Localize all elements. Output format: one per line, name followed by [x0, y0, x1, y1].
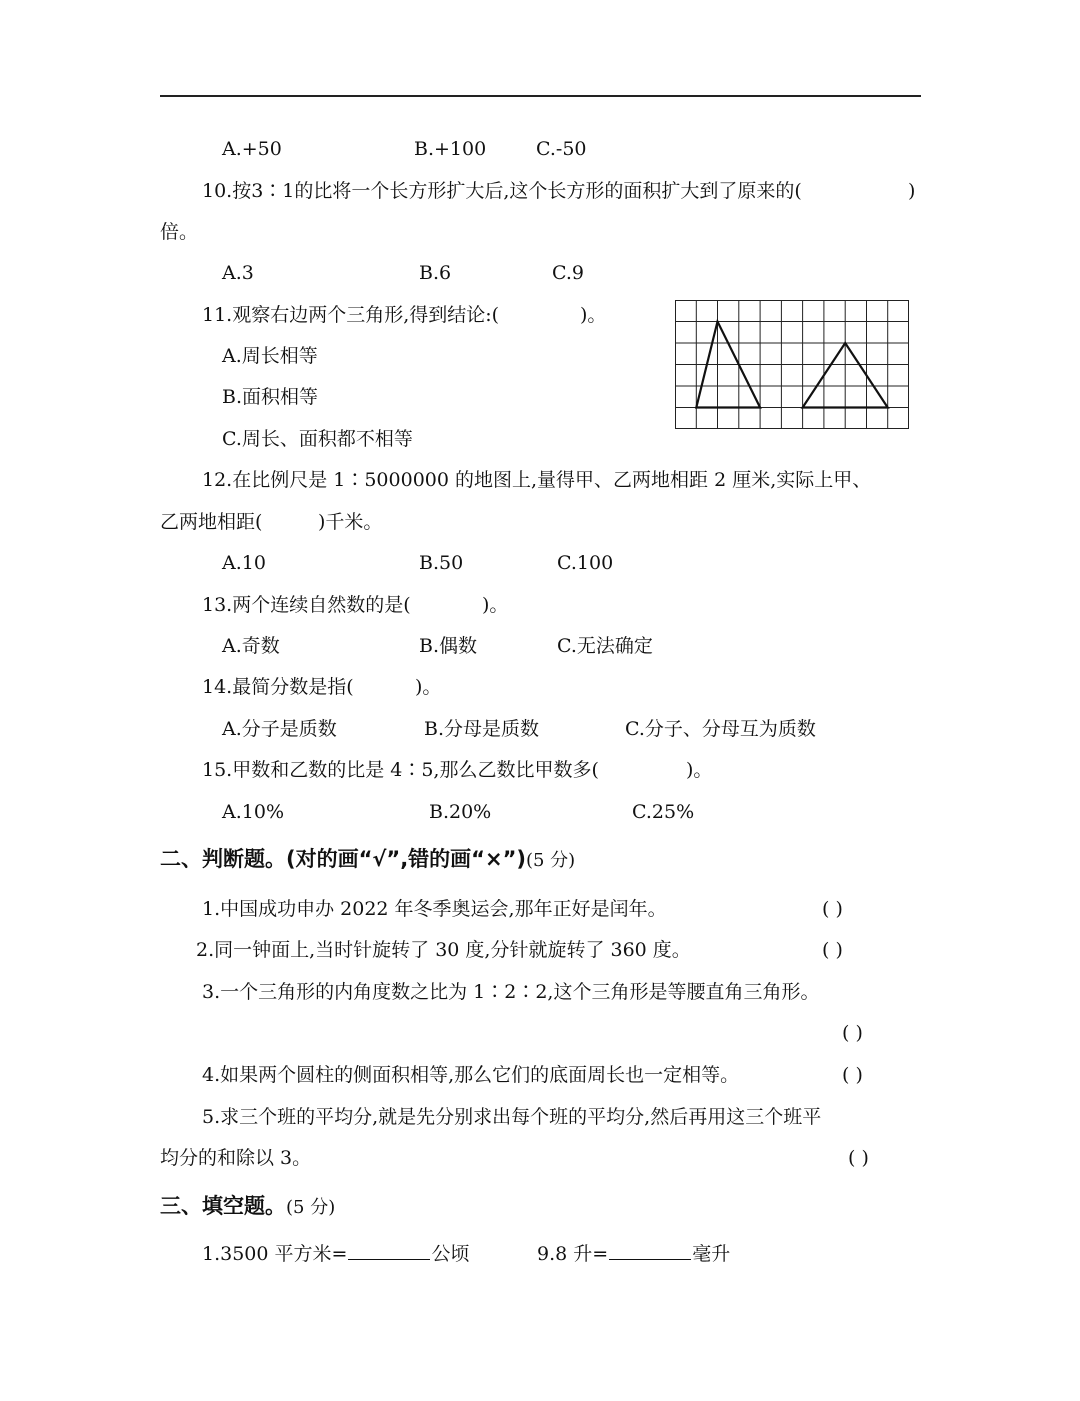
judge-item-3-answer: ( ) [842, 1022, 863, 1044]
fill-item-1-a: 1.3500 平方米= [202, 1243, 348, 1265]
fill-item-1b [537, 1241, 730, 1267]
q13-option-b: B.偶数 [419, 635, 478, 657]
q9-option-a: A.+50 [222, 138, 282, 160]
grid-lines [675, 300, 909, 429]
q12-close-paren: )千米。 [318, 511, 383, 533]
judge-item-5: 5.求三个班的平均分,就是先分别求出每个班的平均分,然后再用这三个班平 [202, 1106, 822, 1128]
q14-option-a: A.分子是质数 [222, 718, 337, 740]
q13-option-c: C.无法确定 [557, 635, 653, 657]
q11-option-a: A.周长相等 [222, 345, 318, 367]
fill-item-1-a-unit: 公顷 [431, 1243, 470, 1265]
q11-option-c: C.周长、面积都不相等 [222, 428, 413, 450]
triangles-grid-figure [675, 300, 909, 429]
q14-text: 14.最简分数是指( [202, 676, 354, 698]
q15-option-a: A.10% [222, 801, 284, 823]
fill-item-1-b: 9.8 升= [537, 1243, 609, 1265]
section3-title: 三、填空题。 [160, 1194, 286, 1218]
section2-title: 二、判断题。(对的画“√”,错的画“×”) [160, 847, 526, 871]
section3-heading [160, 1193, 335, 1221]
q12-option-b: B.50 [419, 552, 464, 574]
fill-item-1 [202, 1241, 469, 1267]
q13-text: 13.两个连续自然数的是( [202, 594, 411, 616]
q15-close-paren: )。 [686, 759, 713, 781]
q10-close-paren: ) [908, 180, 916, 202]
q15-option-b: B.20% [429, 801, 492, 823]
q12-option-a: A.10 [222, 552, 266, 574]
judge-item-3: 3.一个三角形的内角度数之比为 1∶2∶2,这个三角形是等腰直角三角形。 [202, 981, 820, 1003]
judge-item-5-cont: 均分的和除以 3。 [160, 1147, 312, 1169]
section2-heading [160, 846, 575, 874]
judge-item-2: 2.同一钟面上,当时针旋转了 30 度,分针就旋转了 360 度。 [196, 939, 691, 961]
section3-points: (5 分) [286, 1197, 336, 1218]
judge-item-5-answer: ( ) [848, 1147, 869, 1169]
judge-item-1: 1.中国成功申办 2022 年冬季奥运会,那年正好是闰年。 [202, 898, 667, 920]
q9-option-c: C.-50 [536, 138, 587, 160]
q13-close-paren: )。 [482, 594, 509, 616]
q10-option-b: B.6 [419, 262, 452, 284]
q15-text: 15.甲数和乙数的比是 4∶5,那么乙数比甲数多( [202, 759, 599, 781]
q10-text-cont: 倍。 [160, 221, 199, 243]
q11-close-paren: )。 [580, 304, 607, 326]
section2-points: (5 分) [525, 850, 576, 871]
q10-option-a: A.3 [222, 262, 254, 284]
q11-option-b: B.面积相等 [222, 386, 319, 408]
q13-option-a: A.奇数 [222, 635, 280, 657]
q11-text: 11.观察右边两个三角形,得到结论:( [202, 304, 500, 326]
judge-item-4: 4.如果两个圆柱的侧面积相等,那么它们的底面周长也一定相等。 [202, 1064, 740, 1086]
fill-item-1-b-unit: 毫升 [692, 1243, 731, 1265]
fill-blank-milliliters[interactable] [609, 1241, 691, 1260]
judge-item-4-answer: ( ) [842, 1064, 863, 1086]
q12-text-cont: 乙两地相距( [160, 511, 263, 533]
q12-option-c: C.100 [557, 552, 614, 574]
q10-option-c: C.9 [552, 262, 584, 284]
header-rule [160, 95, 921, 97]
q10-text: 10.按3∶1的比将一个长方形扩大后,这个长方形的面积扩大到了原来的( [202, 180, 802, 202]
judge-item-1-answer: ( ) [822, 898, 843, 920]
fill-blank-hectares[interactable] [348, 1241, 430, 1260]
q14-option-c: C.分子、分母互为质数 [625, 718, 816, 740]
judge-item-2-answer: ( ) [822, 939, 843, 961]
q14-close-paren: )。 [415, 676, 442, 698]
q12-text: 12.在比例尺是 1∶5000000 的地图上,量得甲、乙两地相距 2 厘米,实际上甲、 [202, 469, 872, 491]
q14-option-b: B.分母是质数 [424, 718, 540, 740]
q15-option-c: C.25% [632, 801, 695, 823]
q9-option-b: B.+100 [414, 138, 487, 160]
